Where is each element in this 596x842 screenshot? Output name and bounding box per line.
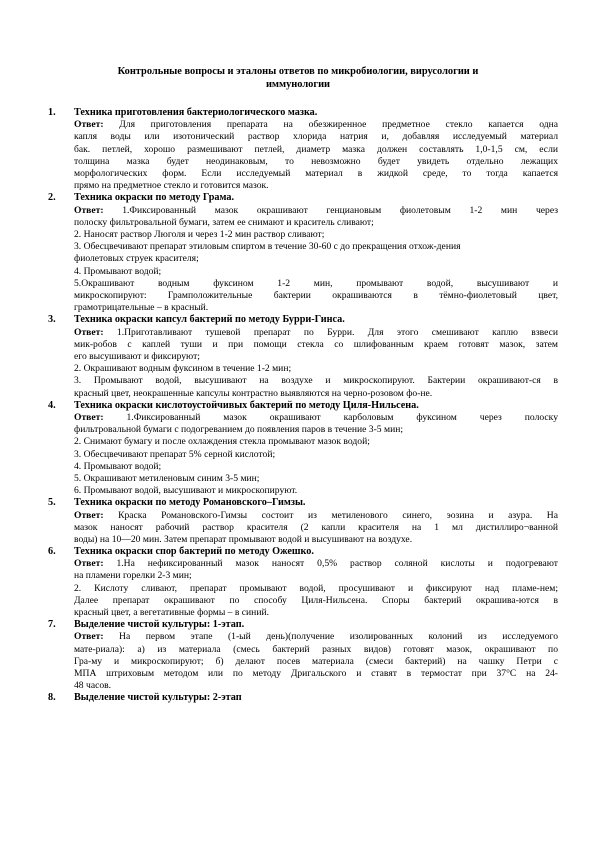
question-heading: Техника окраски спор бактерий по методу Ожешко. [74,546,314,558]
question-list [48,107,558,705]
answer-label: Ответ: [74,558,104,570]
answer-line: Ответ: 1.На нефиксированный мазок наносят 0,5% раствор соляной кислоты и подогревают [74,558,558,570]
answer-line: толщина мазка будет неодинаковым, то невозможно будет увидеть отдельно лежащих [74,155,558,167]
answer-line: бак. петлей, хорошо размешивают петлей, диаметр мазка должен составлять 1,0-1,5 см, если [74,143,558,155]
question-item [48,619,558,692]
answer-line: мазок наносят рабочий раствор красителя (2 капли красителя на 1 мл дистиллиро¬ванной [74,521,558,533]
question-heading: Выделение чистой культуры: 1-этап. [74,619,245,631]
answer-label: Ответ: [74,631,104,643]
answer-line: 5.Окрашивают водным фуксином 1-2 мин, промывают водой, высушивают и [74,277,558,289]
answer-line: мате-риала): а) из материала (смесь бактерий разных видов) готовят мазок, окрашивают по [74,643,558,655]
question-number: 2. [48,192,56,204]
answer-line: на пламени горелки 2-3 мин; [74,570,192,582]
answer-line: Ответ: На первом этапе (1-ый день)(получение изолированных колоний из исследуемого [74,631,558,643]
answer-line: МПА штриховым методом или по методу Дригальского и ставят в термостат при 37°С на 24- [74,668,558,680]
answer-line: воды) на 10—20 мин. Затем препарат промывают водой и высушивают на воздухе. [74,533,413,545]
question-number: 8. [48,692,56,704]
answer-line: 4. Промывают водой; [74,265,162,277]
answer-line: фиолетовых струек красителя; [74,253,199,265]
answer-label: Ответ: [74,204,104,216]
answer-label: Ответ: [74,326,104,338]
answer-line: 3. Промывают водой, высушивают на воздухе и микроскопируют. Бактерии окрашивают-ся в [74,375,558,387]
title-line-1: Контрольные вопросы и эталоны ответов по микробиологии, вирусологии и [117,66,479,77]
question-heading: Техника окраски капсул бактерий по методу Бурри-Гинса. [74,314,345,326]
answer-label: Ответ: [74,509,104,521]
answer-line: 3. Обесцвечивают препарат 5% серной кислотой; [74,448,276,460]
answer-label: Ответ: [74,411,104,423]
question-number: 1. [48,107,56,118]
answer-line: 3. Обесцвечивают препарат этиловым спиртом в течение 30-60 с до прекращения отхож-дения [74,241,461,253]
answer-line: Ответ: Краска Романовского-Гимзы состоит из метиленового синего, эозина и азура. На [74,509,558,521]
answer-line: 2. Снимают бумагу и после охлаждения стекла промывают мазок водой; [74,436,370,448]
answer-line: мик-робов с каплей туши и при помощи стекла со шлифованным краем готовят мазок, затем [74,338,558,350]
answer-line: фильтровальной бумаги с подогреванием до появления паров в течение 3-5 мин; [74,424,403,436]
question-number: 4. [48,399,56,411]
question-heading: Выделение чистой культуры: 2-этап [74,692,242,704]
answer-label: Ответ: [74,119,104,131]
answer-line: Гра-му и микроскопируют; б) делают посев материала (смеси бактерий) на чашку Петри с [74,655,558,667]
answer-line: полоску фильтровальной бумаги, затем ее снимают и краситель сливают; [74,216,374,228]
title-line-2: иммунологии [265,79,331,90]
question-item [48,314,558,399]
page-title [60,65,536,91]
answer-line: 4. Промывают водой; [74,460,162,472]
answer-line: микроскопируют: Грамположительные бактерии окрашиваются в тёмно-фиолетовый цвет, [74,289,558,301]
question-number: 5. [48,497,56,509]
answer-line: грамотрицательные – в красный. [74,302,209,314]
answer-line: 2. Кислоту сливают, препарат промывают водой, просушивают и фиксируют над пламе-нем; [74,582,558,594]
question-item [48,107,558,192]
question-item [48,400,558,498]
question-item [48,497,558,546]
answer-line: 5. Окрашивают метиленовым синим 3-5 мин; [74,472,260,484]
question-number: 6. [48,546,56,558]
answer-line: 2. Окрашивают водным фуксином в течение 1-2 мин; [74,363,292,375]
question-heading: Техника окраски кислотоустойчивых бактерий по методу Циля-Нильсена. [74,399,419,411]
answer-line: его высушивают и фиксируют; [74,350,200,362]
question-heading: Техника приготовления бактериологического мазка. [74,107,318,118]
question-heading: Техника окраски по методу Романовского–Гимзы. [74,497,306,509]
question-item [48,192,558,314]
question-item [48,546,558,619]
question-number: 7. [48,619,56,631]
answer-line: капля воды или изотонический раствор хлорида натрия и, добавляя исследуемый материал [74,131,558,143]
answer-line: 2. Наносят раствор Люголя и через 1-2 мин раствор сливают; [74,228,325,240]
answer-line: 6. Промывают водой, высушивают и микроскопируют. [74,485,298,497]
answer-line: Ответ: 1.Фиксированный мазок окрашивают карболовым фуксином через полоску [74,411,558,423]
answer-line: Ответ: Для приготовления препарата на обезжиренное предметное стекло капается одна [74,119,558,131]
answer-line: 48 часов. [74,680,112,692]
question-heading: Техника окраски по методу Грама. [74,192,234,204]
answer-line: Ответ: 1.Фиксированный мазок окрашивают генциановым фиолетовым 1-2 мин через [74,204,558,216]
answer-line: Ответ: 1.Приготавливают тушевой препарат по Бурри. Для этого смешивают каплю взвеси [74,326,558,338]
answer-line: красный цвет, неокрашенные капсулы контрастно выявляются на черно-розовом фо-не. [74,387,433,399]
answer-line: морфологических форм. Если исследуемый материал в жидкой среде, то тогда капается [74,167,558,179]
answer-line: красный цвет, а вегетативные формы – в синий. [74,607,269,619]
question-number: 3. [48,314,56,326]
answer-line: Далее препарат окрашивают по способу Циля-Нильсена. Споры бактерий окрашива-ются в [74,594,558,606]
question-item [48,692,558,704]
answer-line: прямо на предметное стекло и готовится мазок. [74,180,269,192]
